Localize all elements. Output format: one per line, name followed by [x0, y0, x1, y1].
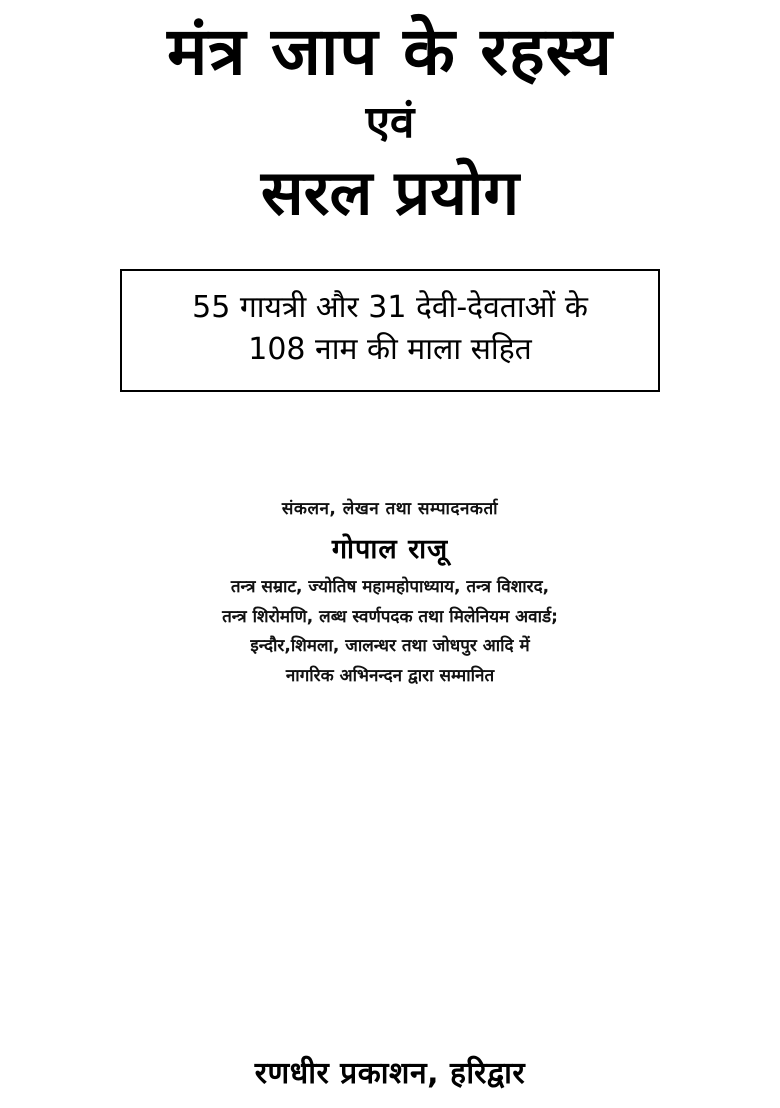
- author-title-line-3: इन्दौर,शिमला, जालन्धर तथा जोधपुर आदि में: [250, 636, 530, 657]
- author-title-line-4: नागरिक अभिनन्दन द्वारा सम्मानित: [285, 665, 495, 686]
- subtitle-line-2: 108 नाम की माला सहित: [248, 332, 532, 368]
- author-title-line-2: तन्त्र शिरोमणि, लब्ध स्वर्णपदक तथा मिलेनियम अवार्ड;: [222, 606, 558, 627]
- title-block: [0, 0, 780, 229]
- book-title-line-1: मंत्र जाप के रहस्य: [167, 13, 613, 90]
- subtitle-box: [120, 269, 660, 392]
- author-titles: [0, 574, 780, 690]
- author-title-line-1: तन्त्र सम्राट, ज्योतिष महामहोपाध्याय, तन्त्र विशारद,: [230, 576, 550, 597]
- author-credits: [0, 496, 780, 690]
- credit-role: संकलन, लेखन तथा सम्पादनकर्ता: [281, 498, 499, 519]
- author-name: गोपाल राजू: [331, 533, 449, 565]
- book-title-line-2: एवं: [365, 97, 415, 149]
- book-title-line-3: सरल प्रयोग: [260, 155, 520, 229]
- publisher-name: रणधीर प्रकाशन, हरिद्वार: [254, 1056, 526, 1091]
- subtitle-line-1: 55 गायत्री और 31 देवी-देवताओं के: [192, 289, 588, 325]
